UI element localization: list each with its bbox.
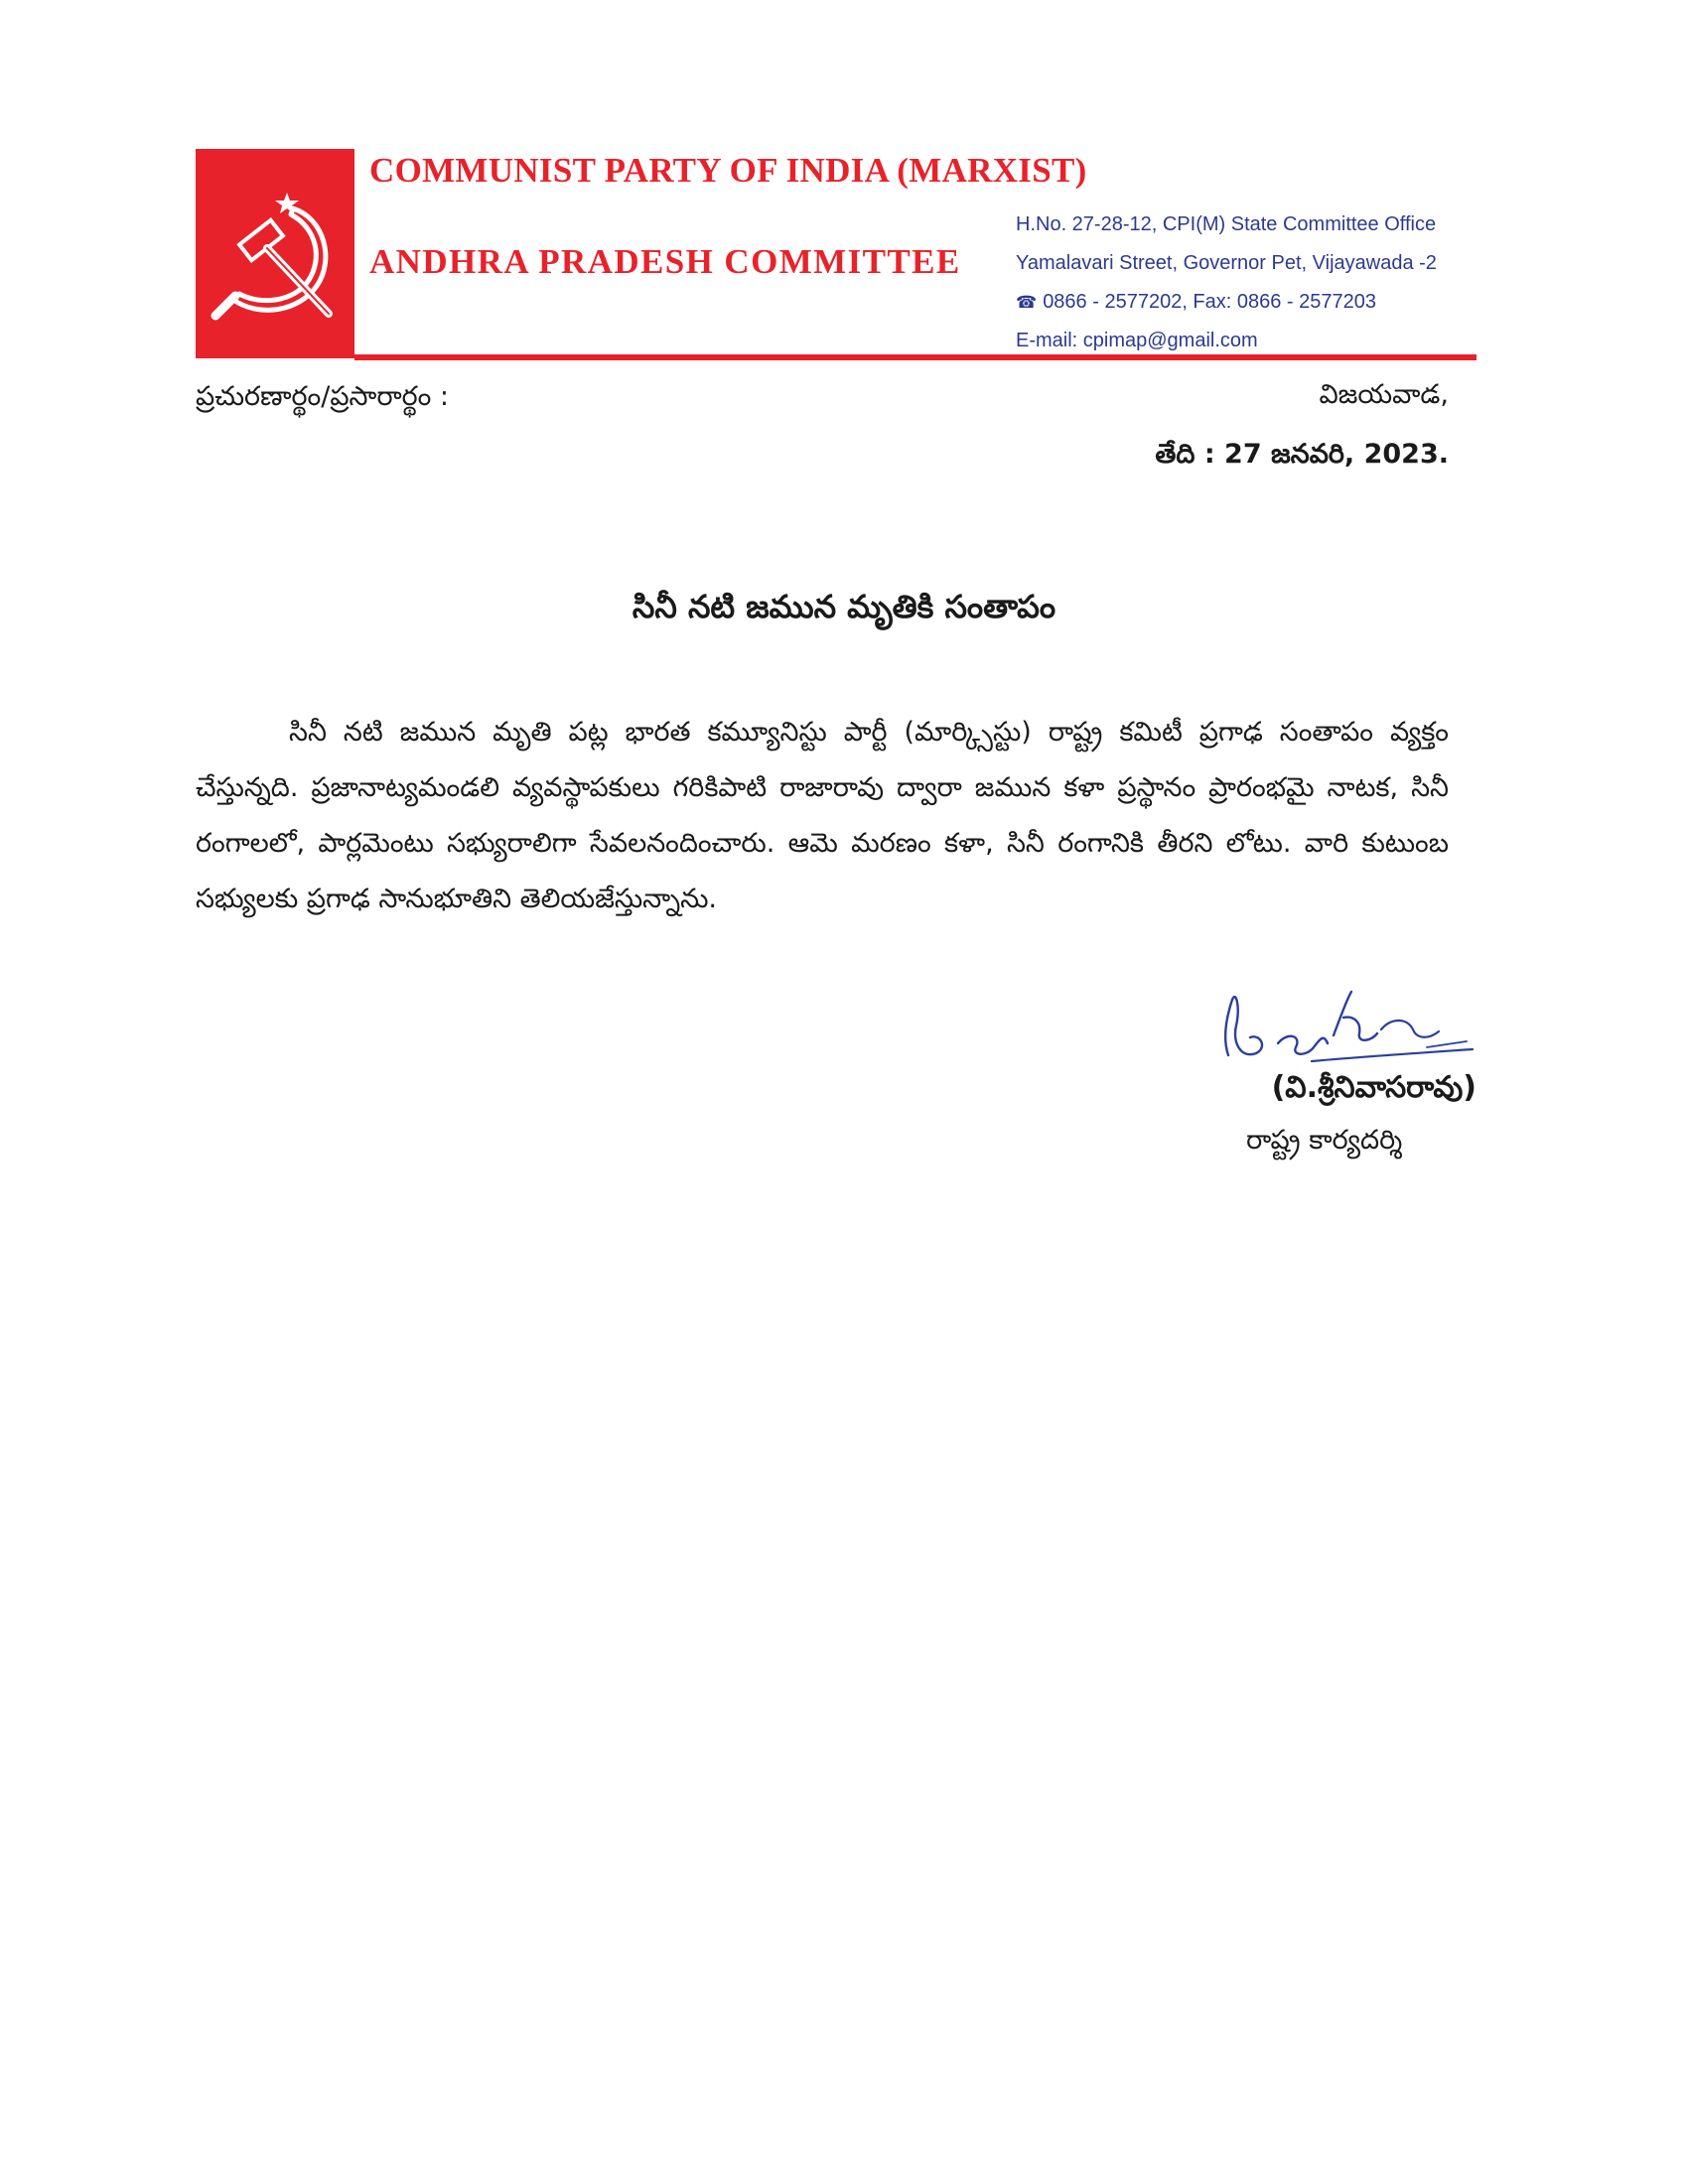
- header-divider: [354, 354, 1477, 360]
- issue-date: తేది : 27 జనవరి, 2023.: [1155, 439, 1449, 470]
- party-logo: [196, 149, 354, 358]
- organization-name: COMMUNIST PARTY OF INDIA (MARXIST): [369, 151, 1087, 190]
- phone-fax-text: 0866 - 2577202, Fax: 0866 - 2577203: [1043, 291, 1377, 313]
- body-paragraph: సినీ నటి జమున మృతి పట్ల భారత కమ్యూనిస్టు పార్టీ (మార్క్సిస్టు) రాష్ట్ర కమిటీ ప్రగాఢ సంతాపం వ్యక్తం చేస్తున్నది. ప్రజానాట్యమండలి వ్యవస్థాపకులు గరికిపాటి రాజారావు ద్వారా జమున కళా ప్రస్థానం ప్రారంభమై నాటక, సినీ రంగాలలో, పార్లమెంటు సభ్యురాలిగా సేవలనందించారు. ఆమె మరణం కళా, సినీ రంగానికి తీరని లోటు. వారి కుటుంబ సభ్యులకు ప్రగాఢ సానుభూతిని తెలియజేస్తున్నాను.: [196, 717, 1449, 914]
- telephone-icon: ☎: [1016, 293, 1038, 312]
- phone-line: [1016, 283, 1437, 322]
- address-line-2: Yamalavari Street, Governor Pet, Vijayawada -2: [1016, 252, 1437, 274]
- signatory-name: (వి.శ్రీనివాసరావు): [1271, 1070, 1477, 1105]
- handwritten-signature: [1216, 978, 1484, 1077]
- contact-block: [1016, 205, 1437, 360]
- committee-name: ANDHRA PRADESH COMMITTEE: [369, 242, 961, 281]
- press-release-label: ప్రచురణార్థం/ప్రసారార్థం :: [196, 381, 450, 412]
- address-line-1: H.No. 27-28-12, CPI(M) State Committee Office: [1016, 213, 1437, 235]
- signatory-designation: రాష్ట్ర కార్యదర్శి: [1246, 1125, 1403, 1156]
- letterhead: [196, 149, 1477, 360]
- email-line[interactable]: E-mail: cpimap@gmail.com: [1016, 330, 1258, 351]
- place-of-issue: విజయవాడ,: [1319, 379, 1449, 410]
- document-title: సినీ నటి జమున మృతికి సంతాపం: [632, 588, 1056, 625]
- hammer-sickle-star-icon: [196, 149, 354, 358]
